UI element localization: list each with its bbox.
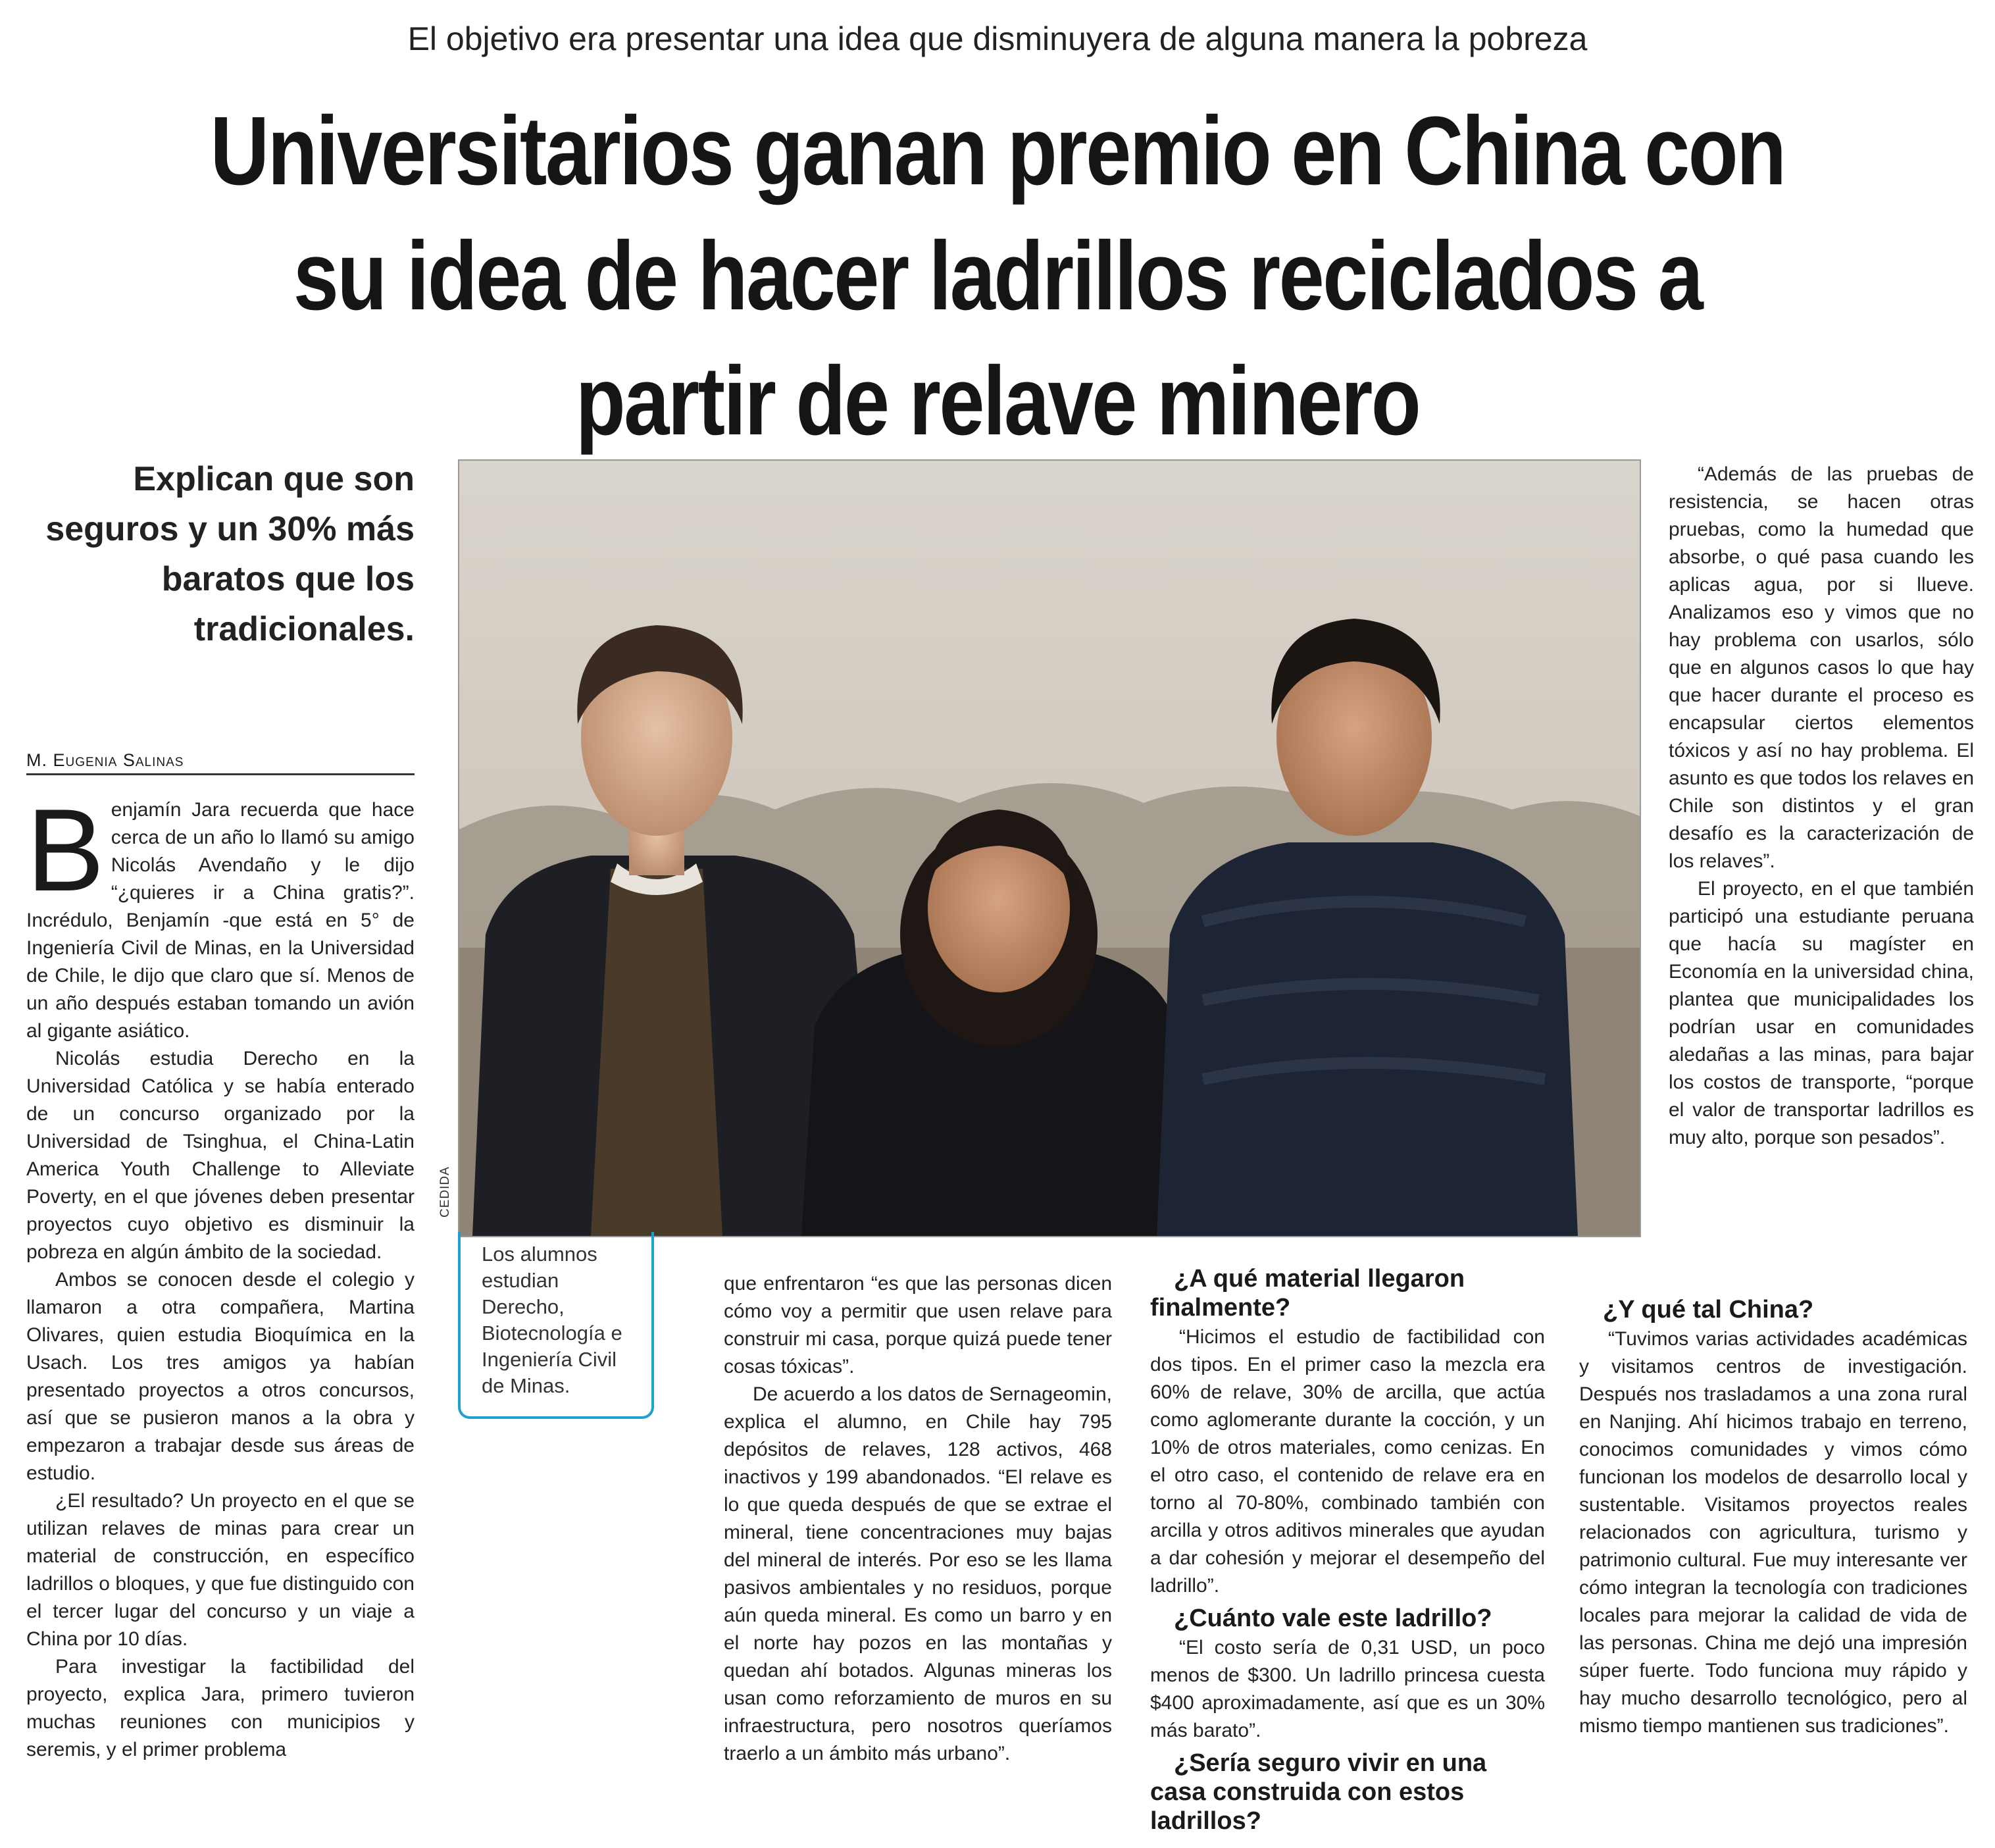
paragraph: “Hicimos el estudio de factibilidad con dos tipos. En el primer caso la mezcla era 60% de relave, 30% de arcilla, que actúa como aglomerante durante la cocción, y un 10% de otros materiales, como cenizas. En el otro caso, el contenido de relave era en torno al 70-80%, combinado también con arcilla y otros aditivos minerales que ayudan a dar cohesión y mejorar el desempeño del ladrillo”.	[1150, 1326, 1545, 1597]
paragraph: Ambos se conocen desde el colegio y llamaron a otra compañera, Martina Olivares, quien estudia Bioquímica en la Usach. Los tres amigos ya habían presentado proyectos a otros concursos, así que se pusieron manos a la obra y empezaron a trabajar desde sus áreas de estudio.	[26, 1269, 415, 1484]
paragraph: Nicolás estudia Derecho en la Universidad Católica y se había enterado de un concurso organizado por la Universidad de Tsinghua, el China-Latin America Youth Challenge to Alleviate Poverty, en el que jóvenes deben presentar proyectos cuyo objetivo es disminuir la pobreza en algún ámbito de la sociedad.	[26, 1048, 415, 1263]
article-column-3	[1150, 1260, 1545, 1837]
paragraph: Para investigar la factibilidad del proyecto, explica Jara, primero tuvieron muchas reuniones con municipios y seremis, y el primer problema	[26, 1656, 415, 1760]
photo-caption: Los alumnos estudian Derecho, Biotecnología e Ingeniería Civil de Minas.	[458, 1232, 654, 1419]
students-photo-image	[459, 461, 1640, 1236]
paragraph: Benjamín Jara recuerda que hace cerca de un año lo llamó su amigo Nicolás Avendaño y le dijo “¿quieres ir a China gratis?”. Incrédulo, Benjamín -que está en 5° de Ingeniería Civil de Minas, en la Universidad de Chile, le dijo que claro que sí. Menos de un año después estaban tomando un avión al gigante asiático.	[26, 784, 415, 1042]
headline-line-2: su idea de hacer ladrillos reciclados a	[293, 222, 1702, 330]
headline	[193, 89, 1802, 464]
article-column-2	[724, 1270, 1112, 1768]
paragraph: De acuerdo a los datos de Sernageomin, explica el alumno, en Chile hay 795 depósitos de relaves, 128 activos, 468 inactivos y 199 abandonados. “El relave es lo que queda después de que se extrae el mineral, tiene concentraciones muy bajas del mineral de interés. Por eso se les llama pasivos ambientales y no residuos, porque aún queda mineral. Es como un barro y en el norte hay pozos en las montañas y quedan ahí botados. Algunas mineras los usan como reforzamiento de muros en su infraestructura, pero nosotros queríamos traerlo a un ámbito más urbano”.	[724, 1383, 1112, 1764]
photo-credit: CEDIDA	[438, 1166, 452, 1218]
paragraph: “Tuvimos varias actividades académicas y visitamos centros de investigación. Después nos trasladamos a una zona rural en Nanjing. Ahí hicimos trabajo en terreno, conocimos comunidades y vimos cómo funcionan los modelos de desarrollo local y sustentable. Visitamos proyectos reales relacionados con agricultura, turismo y patrimonio cultural. Fue muy interesante ver cómo integran la tecnología con tradiciones locales para mejorar la calidad de vida de las personas. China me dejó una impresión súper fuerte. Todo funciona muy rápido y hay mucho desarrollo tecnológico, pero al mismo tiempo mantienen sus tradiciones”.	[1579, 1328, 1967, 1737]
paragraph: El proyecto, en el que también participó una estudiante peruana que hacía su magíster en Economía en la universidad china, plantea que municipalidades los podrían usar en comunidades aledañas a las minas, para bajar los costos de transporte, “porque el valor de transportar ladrillos es muy alto, porque son pesados”.	[1669, 878, 1974, 1148]
article-column-1	[26, 784, 415, 1764]
article-column-5	[1669, 461, 1974, 1152]
paragraph: ¿El resultado? Un proyecto en el que se utilizan relaves de minas para crear un material de construcción, en específico ladrillos o bloques, y que fue distinguido con el tercer lugar del concurso y un viaje a China por 10 días.	[26, 1490, 415, 1650]
photo	[458, 459, 1641, 1237]
headline-line-1: Universitarios ganan premio en China con	[210, 97, 1785, 205]
paragraph: que enfrentaron “es que las personas dicen cómo voy a permitir que usen relave para construir mi casa, porque quizá puede tener cosas tóxicas”.	[724, 1273, 1112, 1377]
article-column-4	[1579, 1291, 1967, 1740]
question-heading: ¿Cuánto vale este ladrillo?	[1174, 1604, 1492, 1632]
byline: M. Eugenia Salinas	[26, 750, 415, 775]
deck: Explican que son seguros y un 30% más baratos que los tradicionales.	[45, 460, 415, 648]
kicker: El objetivo era presentar una idea que disminuyera de alguna manera la pobreza	[407, 20, 1588, 57]
drop-cap: B	[26, 784, 105, 915]
question-heading: ¿Sería seguro vivir en una casa construida con estos ladrillos?	[1150, 1749, 1487, 1835]
question-heading: ¿Y qué tal China?	[1603, 1296, 1814, 1323]
paragraph: “El costo sería de 0,31 USD, un poco menos de $300. Un ladrillo princesa cuesta $400 aproximadamente, así que es un 30% más barato”.	[1150, 1637, 1545, 1741]
paragraph: “Además de las pruebas de resistencia, se hacen otras pruebas, como la humedad que absorbe, o qué pasa cuando les aplicas agua, por si llueve. Analizamos eso y vimos que no hay problema con usarlos, sólo que en algunos casos lo que hay que hacer durante el proceso es encapsular ciertos elementos tóxicos y así no hay problema. El asunto es que todos los relaves en Chile son distintos y el gran desafío es la caracterización de los relaves”.	[1669, 463, 1974, 872]
headline-line-3: partir de relave minero	[575, 347, 1420, 455]
question-heading: ¿A qué material llegaron finalmente?	[1150, 1265, 1465, 1322]
